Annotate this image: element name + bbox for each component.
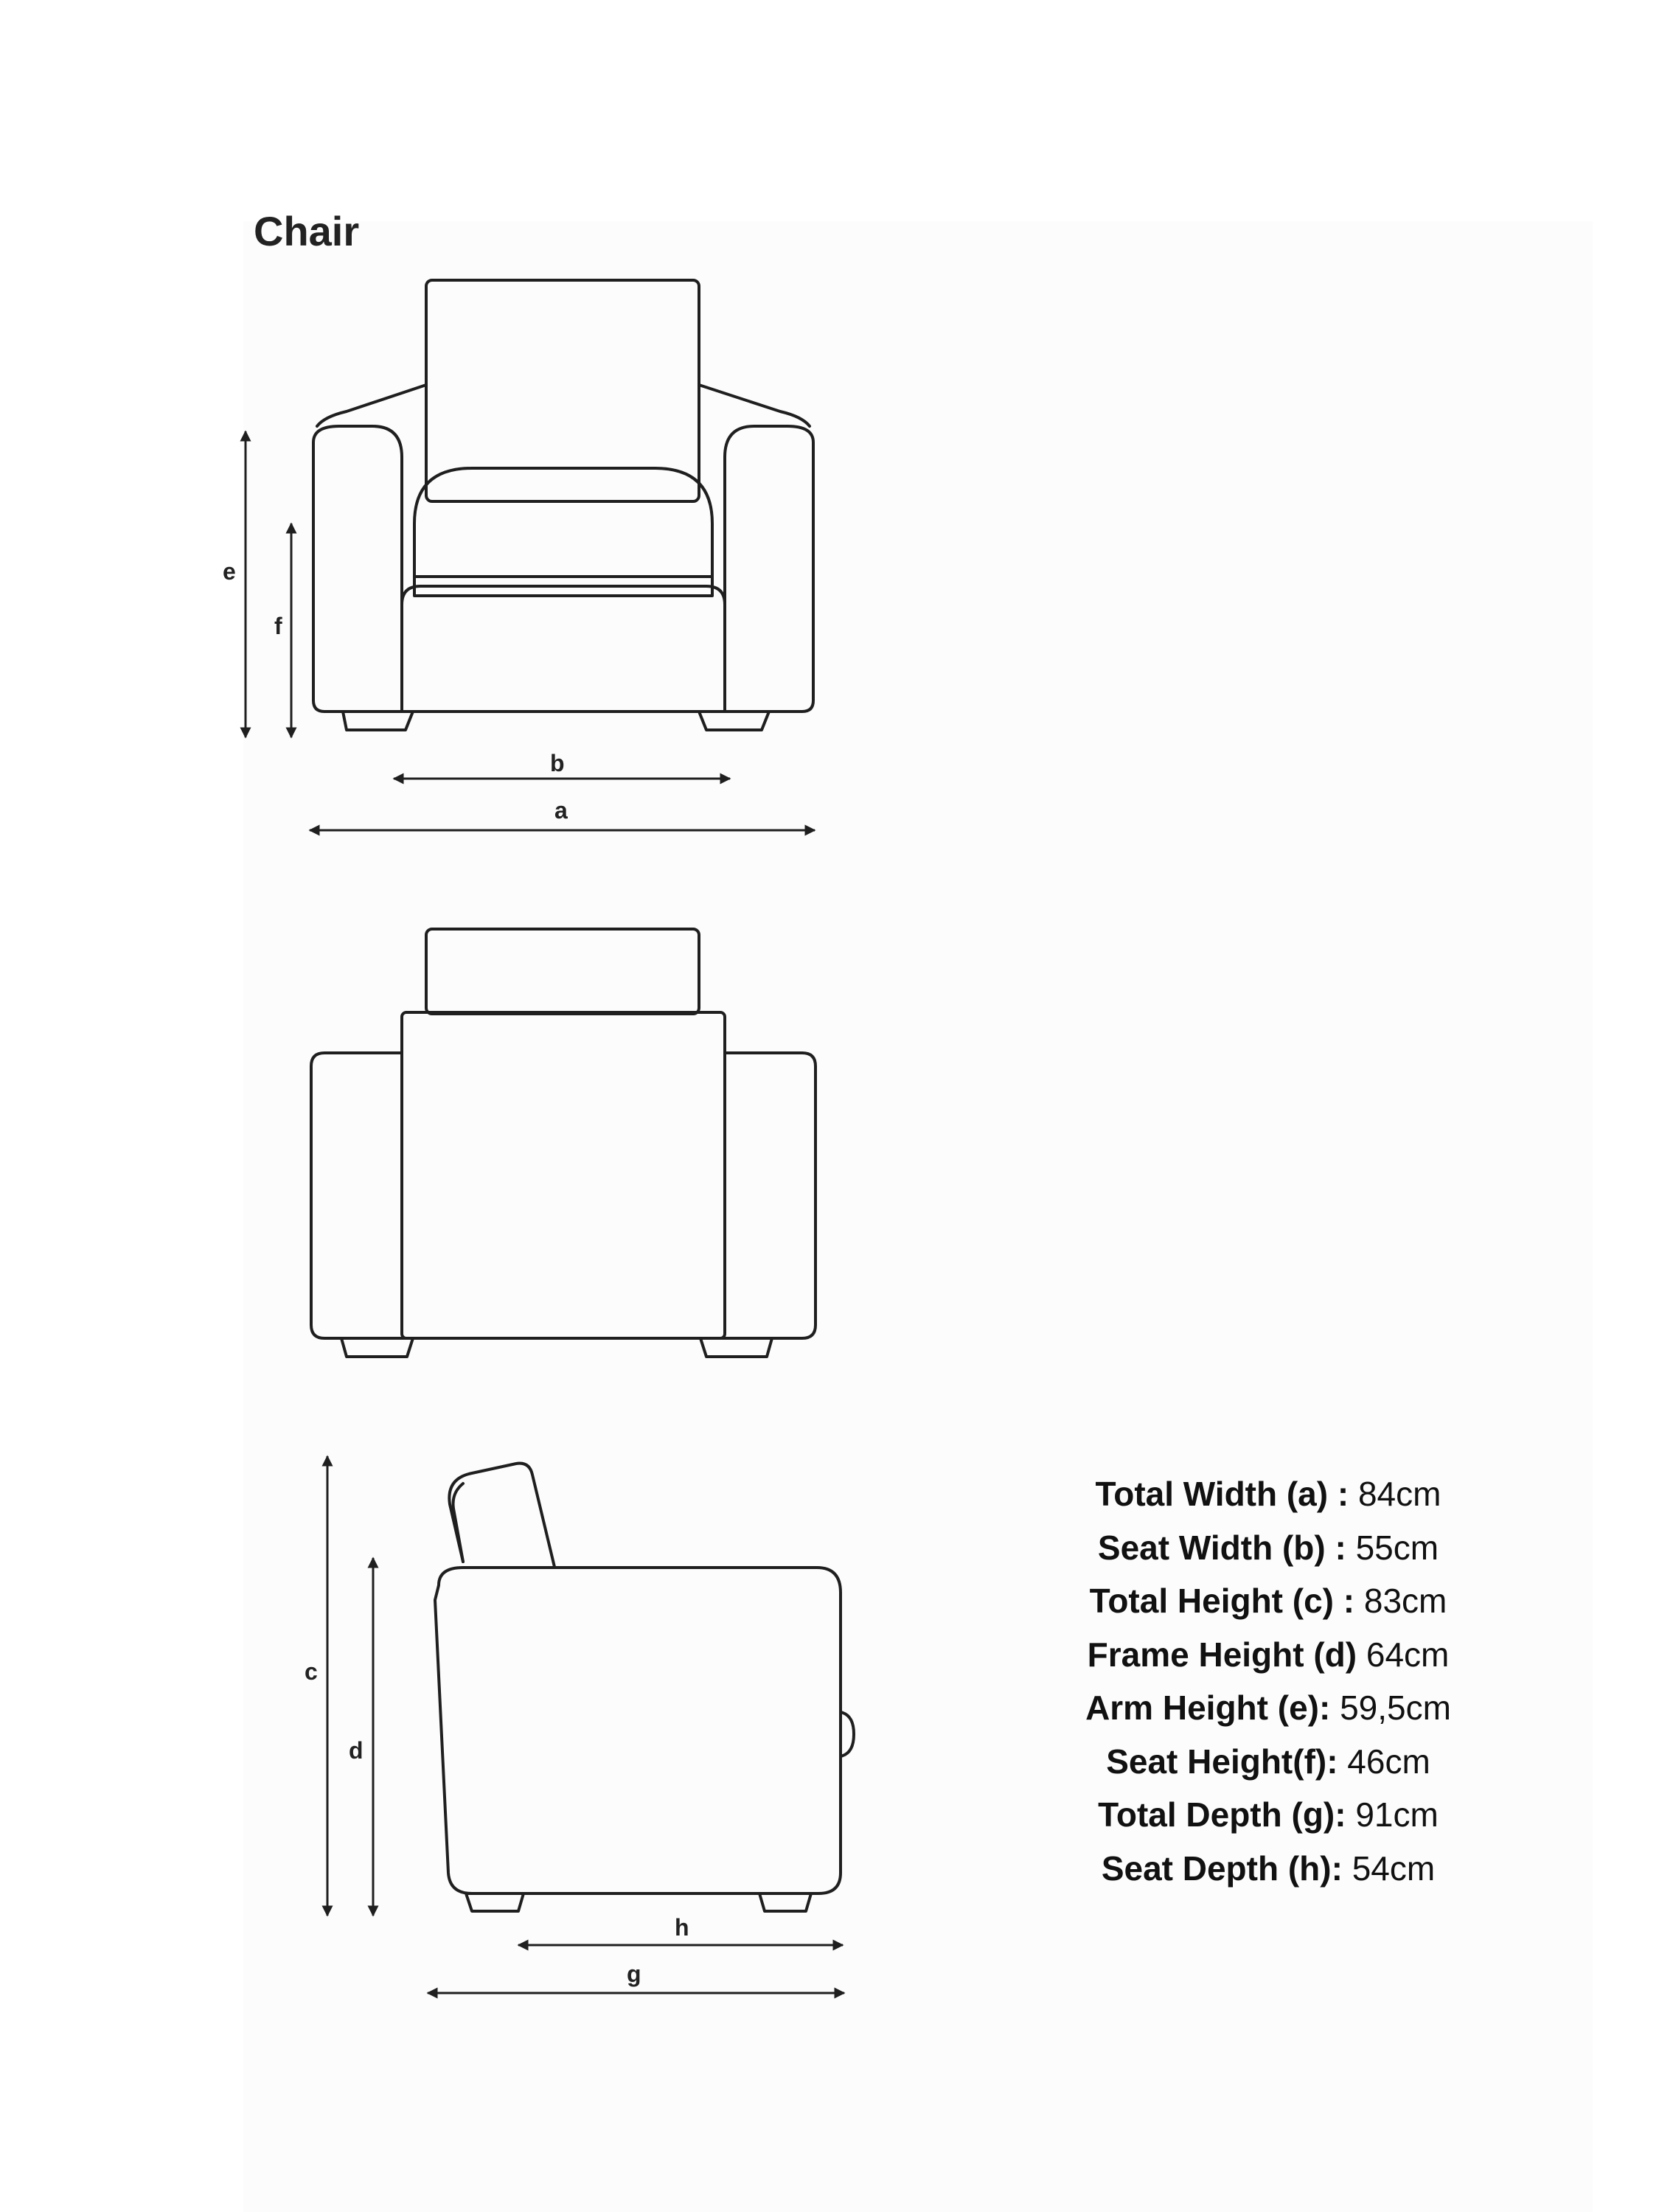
front-left-arm-slope xyxy=(317,385,426,426)
front-seat-base xyxy=(402,586,725,712)
spec-seat-depth: Seat Depth (h): 54cm xyxy=(1101,1848,1436,1888)
back-right-arm xyxy=(725,1053,815,1338)
side-backrest-edge xyxy=(453,1484,463,1562)
side-front-foot xyxy=(466,1893,524,1911)
side-back-bump xyxy=(841,1712,854,1756)
back-right-foot xyxy=(700,1338,772,1357)
spec-seat-width: Seat Width (b) : 55cm xyxy=(1097,1528,1439,1567)
spec-total-depth: Total Depth (g): 91cm xyxy=(1098,1795,1439,1834)
side-back-foot xyxy=(759,1893,811,1911)
spec-arm-height: Arm Height (e): 59,5cm xyxy=(1085,1688,1451,1727)
page-title: Chair xyxy=(254,208,360,254)
back-left-foot xyxy=(341,1338,413,1357)
front-right-foot xyxy=(699,712,769,730)
front-left-foot xyxy=(343,712,413,730)
dim-label-g: g xyxy=(627,1961,641,1987)
dimensions-spec-list xyxy=(914,1467,1622,1895)
front-right-arm xyxy=(725,426,813,712)
dim-label-c: c xyxy=(305,1658,318,1685)
side-body xyxy=(435,1568,841,1893)
back-left-arm xyxy=(311,1053,402,1338)
spec-frame-height: Frame Height (d) 64cm xyxy=(1087,1635,1450,1674)
back-view xyxy=(311,929,815,1357)
dim-label-h: h xyxy=(675,1914,689,1941)
front-view xyxy=(223,280,815,830)
dim-label-a: a xyxy=(554,797,568,824)
dim-label-d: d xyxy=(349,1737,364,1764)
spec-total-height: Total Height (c) : 83cm xyxy=(1089,1582,1447,1620)
side-backrest xyxy=(449,1464,554,1567)
dim-label-f: f xyxy=(274,613,282,639)
spec-total-width: Total Width (a) : 84cm xyxy=(1095,1475,1441,1513)
back-backrest-top xyxy=(426,929,699,1014)
spec-seat-height: Seat Height(f): 46cm xyxy=(1106,1742,1430,1781)
front-right-arm-slope xyxy=(699,385,810,426)
dim-label-e: e xyxy=(223,558,236,585)
dim-label-b: b xyxy=(550,750,565,776)
back-panel xyxy=(402,1012,725,1338)
side-view xyxy=(305,1456,854,1993)
front-left-arm xyxy=(313,426,402,712)
